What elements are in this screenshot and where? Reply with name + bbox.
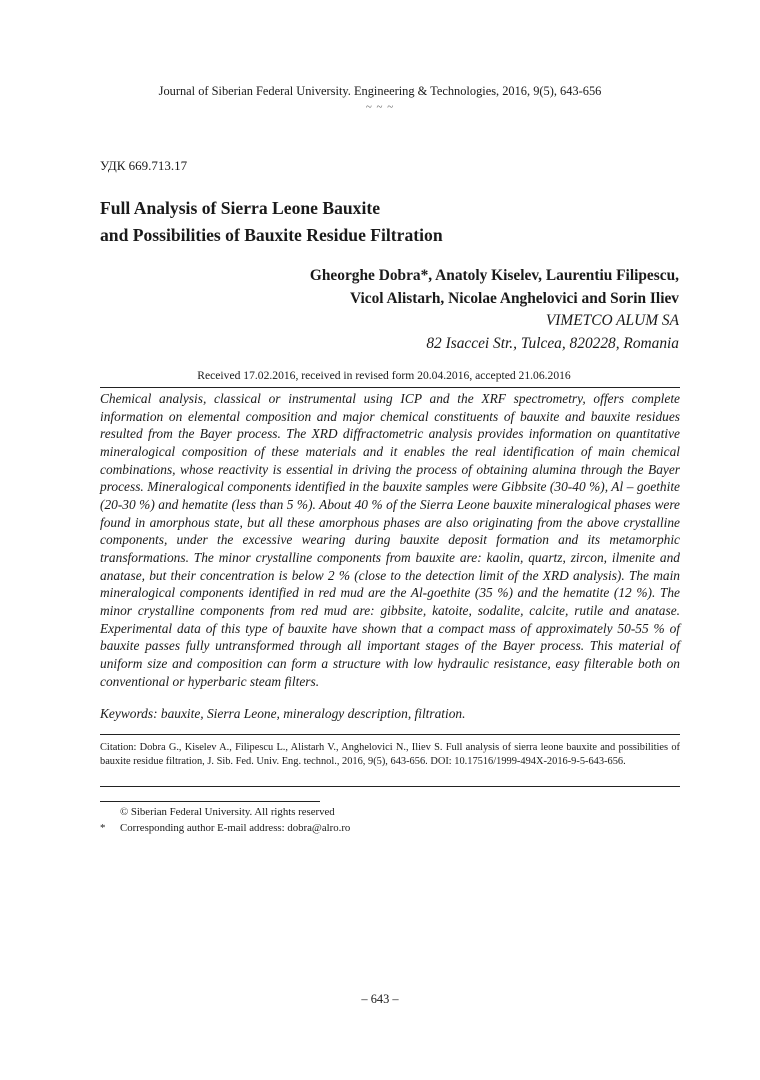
abstract-top-rule: [100, 387, 680, 388]
citation: Citation: Dobra G., Kiselev A., Filipescu L., Alistarh V., Anghelovici N., Iliev S. Full analysis of sierra leone bauxite and possibilities of bauxite residue filtration, J. Sib. Fed. Univ. Eng. technol., 2016, 9(5), 643-656. DOI: 10.17516/1999-494X-2016-9-5-643-656.: [100, 742, 680, 768]
authors-line-1: Gheorghe Dobra*, Anatoly Kiselev, Laurentiu Filipescu,: [309, 267, 679, 284]
abstract: Chemical analysis, classical or instrumental using ICP and the XRF spectrometry, offers complete information on elemental composition and major chemical constituents of bauxite and bauxite residues resulted from the Bayer process. The XRD diffractometric analysis provides information on quantitative mineralogical composition of these materials and it enables the real identification of main chemical combinations, whose reactivity is essential in driving the process of obtaining alumina through the Bayer process. Mineralogical components identified in the bauxite samples were Gibbsite (30-40 %), Al – goethite (20-30 %) and hematite (less than 5 %). About 40 % of the Sierra Leone bauxite mineralogical phases were found in amorphous state, but all these amorphous phases are also originating from the above crystalline components, under the excessive wearing during bauxite deposit formation and its metamorphic transformations. The minor crystalline components from bauxite are: kaolin, quartz, zircon, ilmenite and anatase, but their concentration is below 2 % (close to the detection limit of the XRD analysis). The main mineralogical components identified in red mud are the Al-goethite (35 %) and the hematite (12 %). The minor crystalline components from red mud are: gibbsite, katoite, sodalite, calcite, rutile and anatase. Experimental data of this type of bauxite have shown that a compact mass of approximately 50-55 % of bauxite passes fully untransformed through all important stages of the Bayer process. This material of uniform size and composition can form a structure with low hydraulic resistance, easy filterable both on conventional or hyperbaric steam filters.: [100, 391, 680, 689]
footnote-copyright: [100, 805, 350, 821]
page-number: – 643 –: [361, 992, 399, 1006]
footnotes: [100, 805, 350, 836]
paper-title: [100, 195, 680, 249]
title-line-2: and Possibilities of Bauxite Residue Filtration: [100, 225, 443, 245]
keywords: Keywords: bauxite, Sierra Leone, mineralogy description, filtration.: [100, 706, 466, 721]
footnote-rule: [100, 801, 320, 802]
citation-bottom-rule: [100, 786, 680, 787]
authors-line-2: Vicol Alistarh, Nicolae Anghelovici and Sorin Iliev: [349, 289, 679, 307]
title-line-1: Full Analysis of Sierra Leone Bauxite: [100, 198, 381, 218]
affiliation-address: 82 Isaccei Str., Tulcea, 820228, Romania: [426, 334, 679, 352]
citation-top-rule: [100, 734, 680, 735]
footnote-text: © Siberian Federal University. All rights reserved: [120, 806, 335, 818]
received-dates: Received 17.02.2016, received in revised form 20.04.2016, accepted 21.06.2016: [197, 369, 571, 382]
header-ornament: ~ ~ ~: [365, 101, 395, 113]
affiliation: VIMETCO ALUM SA: [545, 312, 679, 329]
footnote-mark: *: [100, 821, 106, 834]
authors-block: [310, 265, 679, 355]
journal-header: Journal of Siberian Federal University. Engineering & Technologies, 2016, 9(5), 643-656: [158, 84, 602, 98]
footnote-corresponding-author: [100, 821, 350, 837]
footnote-text: Corresponding author E-mail address: dobra@alro.ro: [120, 821, 351, 834]
footnote-mark: [100, 805, 120, 821]
udc-code: УДК 669.713.17: [100, 158, 188, 173]
